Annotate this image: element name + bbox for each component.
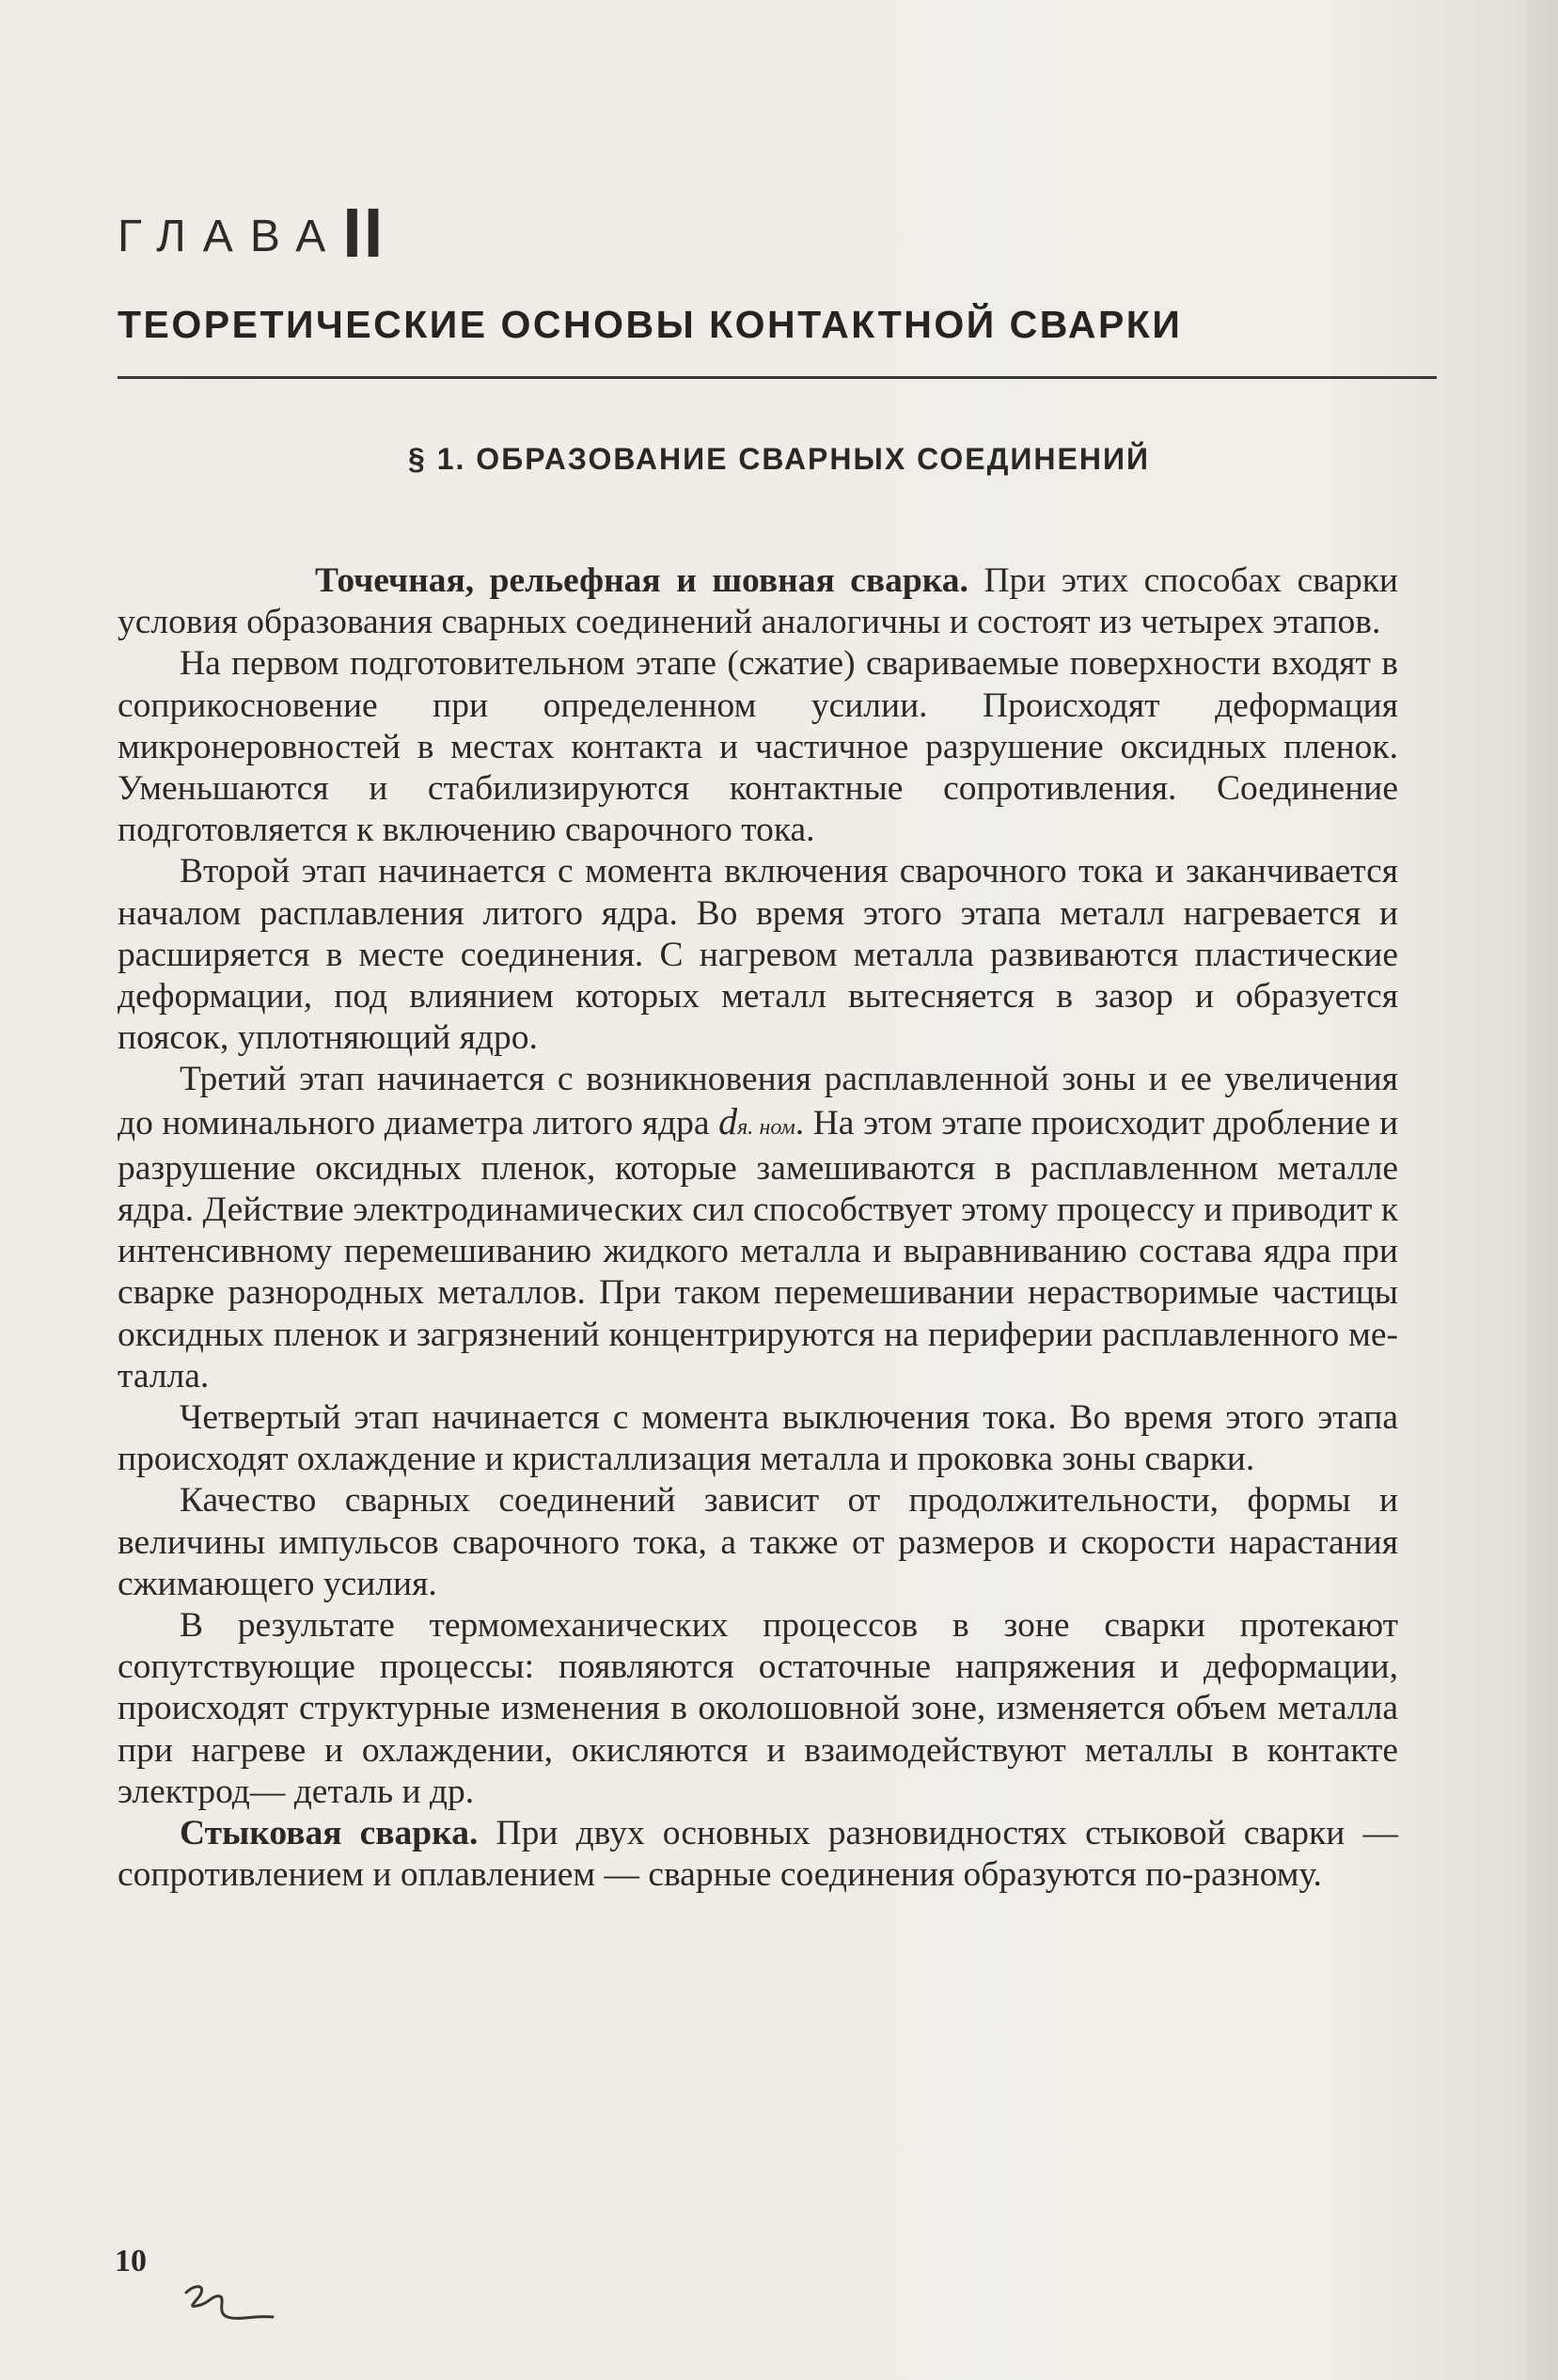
chapter-title: ТЕОРЕТИЧЕСКИЕ ОСНОВЫ КОНТАКТНОЙ СВАРКИ: [118, 303, 1183, 346]
chapter-label: ГЛАВА: [118, 212, 343, 261]
paragraph-7: В результате термомеханических процессов в зоне сварки протекают сопутствующие процессы: появляются остаточные напряжения и деформации, происходят структурные изменения в околошовной зоне, изменяется объем металла при нагреве и охлаждении, окисляются и взаимодействуют металлы в контакте электрод— деталь и др.: [118, 1606, 1398, 1811]
paragraph-4-rest: . На этом этапе происходит дробление и разрушение оксидных пленок, которые замешиваются в расплавленном металле ядра. Действие электродинамических сил способствует этому процессу и приводит к интенсивному перемешиванию жидкого металла и выравниванию состава ядра при сварке разнородных металлов. При таком перемешивании нерастворимые частицы оксидных пленок и загрязнений концентрируются на периферии расплавленного металла.: [118, 1103, 1399, 1395]
paragraph-5: Четвертый этап начинается с момента выключения тока. Во время этого этапа происходят охлаждение и кристаллизация металла и проковка зоны сварки.: [118, 1398, 1398, 1479]
title-divider: [118, 376, 1437, 379]
section-title: § 1. ОБРАЗОВАНИЕ СВАРНЫХ СОЕДИНЕНИЙ: [408, 442, 1150, 476]
paragraph-8-text: При двух основных разновидностях стыковой сварки — сопротивлением и оплавлением — сварные соединения образуются по-разному.: [118, 1814, 1399, 1895]
chapter-heading: [118, 193, 385, 273]
paragraph-1-heading: Точечная, рельефная и шовная сварка.: [315, 561, 968, 600]
paragraph-3: Второй этап начинается с момента включения сварочного тока и заканчивается началом расплавления литого ядра. Во время этого этапа металл нагревается и расширяется в месте соединения. С нагревом металла развиваются пластические деформации, под влиянием которых металл вытесняется в зазор и образуется поясок, уплотняющий ядро.: [118, 852, 1398, 1058]
nugget-diameter-letter: d: [718, 1099, 738, 1143]
paragraph-4: [118, 1059, 1398, 1397]
nugget-diameter-symbol: [718, 1100, 795, 1143]
chapter-number: II: [342, 194, 386, 272]
body-text: [118, 560, 1398, 1897]
page-number: 10: [115, 2244, 147, 2278]
paragraph-8-heading: Стыковая сварка.: [180, 1814, 479, 1853]
nugget-diameter-subscript: я. ном: [737, 1114, 795, 1140]
paragraph-6: Качество сварных соединений зависит от продолжительности, формы и величины импульсов сварочного тока, а также от размеров и скорости нарастания сжимающего усилия.: [118, 1481, 1398, 1603]
paragraph-8: [118, 1813, 1398, 1896]
paragraph-1: [118, 560, 1398, 643]
paragraph-1-text: При этих способах сварки условия образования сварных соединений аналогичны и состоят из четырех этапов.: [118, 561, 1398, 642]
paragraph-2: На первом подготовительном этапе (сжатие) свариваемые поверхности входят в соприкосновение при определенном усилии. Происходят деформация микронеровностей в местах контакта и частичное разрушение оксидных пленок. Уменьшаются и стабилизируются контактные сопротивления. Соединение подготовляется к включению сварочного тока.: [118, 644, 1398, 850]
paragraph-4-text: Третий этап начинается с возникновения расплавленной зоны и ее увеличения до номинального диаметра литого ядра: [118, 1060, 1398, 1143]
handwritten-mark-icon: [179, 2276, 282, 2332]
